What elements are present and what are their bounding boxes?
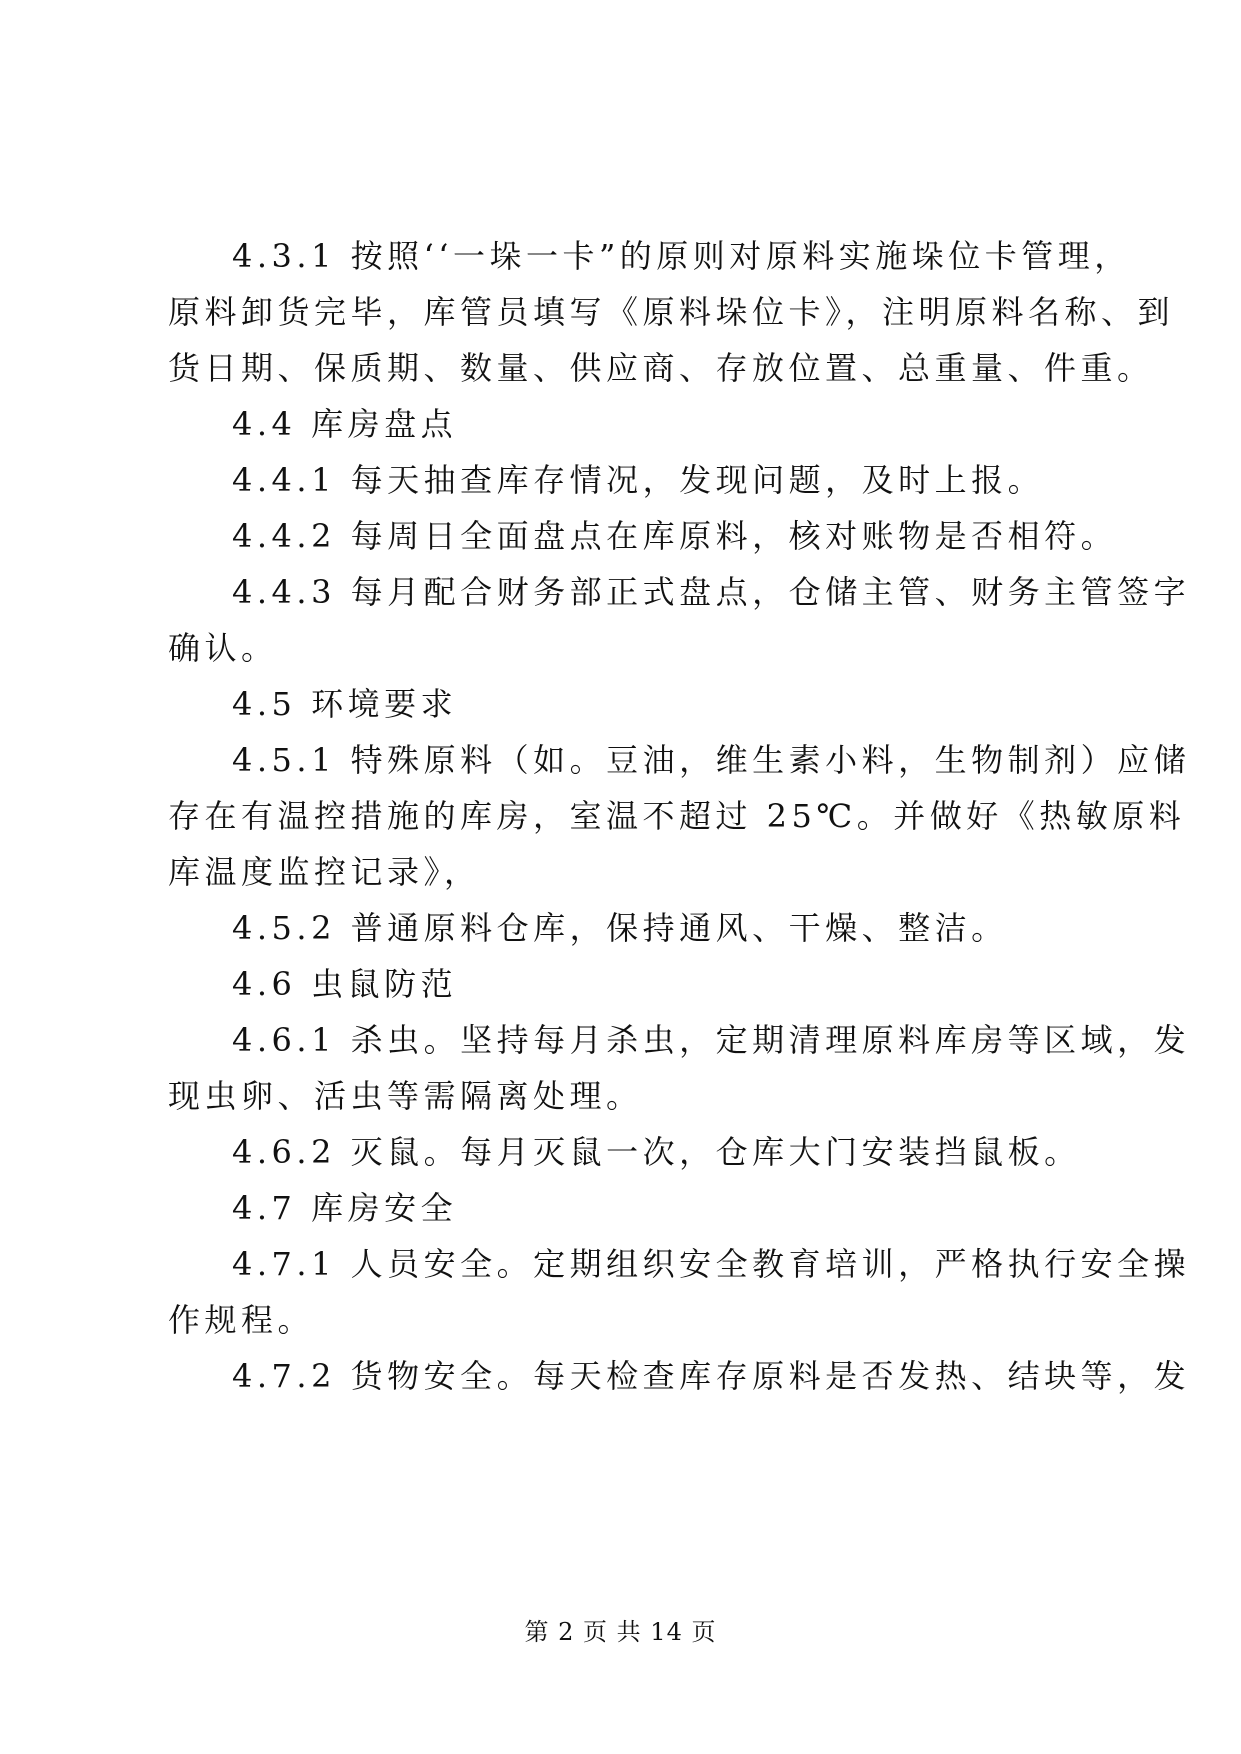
paragraph-line: 4.4.1 每天抽查库存情况，发现问题，及时上报。 [232, 461, 1045, 499]
paragraph-line: 4.7.1 人员安全。定期组织安全教育培训，严格执行安全操 [232, 1245, 1191, 1283]
paragraph-line: 4.4.2 每周日全面盘点在库原料，核对账物是否相符。 [232, 517, 1118, 555]
paragraph-line: 4.6.2 灭鼠。每月灭鼠一次，仓库大门安装挡鼠板。 [232, 1133, 1081, 1171]
paragraph-line: 原料卸货完毕，库管员填写《原料垛位卡》，注明原料名称、到 [168, 293, 1175, 331]
section-heading: 4.5 环境要求 [232, 685, 458, 723]
paragraph-line: 4.3.1 按照‘‘一垛一卡”的原则对原料实施垛位卡管理， [232, 237, 1131, 275]
paragraph-line: 确认。 [168, 629, 278, 667]
paragraph-line: 4.7.2 货物安全。每天检查库存原料是否发热、结块等，发 [232, 1357, 1191, 1395]
paragraph-line: 现虫卵、活虫等需隔离处理。 [168, 1077, 643, 1115]
page-number-footer: 第 2 页 共 14 页 [524, 1618, 717, 1646]
section-heading: 4.6 虫鼠防范 [232, 965, 458, 1003]
paragraph-line: 存在有温控措施的库房，室温不超过 25℃。并做好《热敏原料 [168, 797, 1186, 835]
paragraph-line: 4.5.1 特殊原料（如。豆油，维生素小料，生物制剂）应储 [232, 741, 1191, 779]
section-heading: 4.4 库房盘点 [232, 405, 458, 443]
paragraph-line: 4.6.1 杀虫。坚持每月杀虫，定期清理原料库房等区域，发 [232, 1021, 1191, 1059]
section-heading: 4.7 库房安全 [232, 1189, 458, 1227]
paragraph-line: 4.4.3 每月配合财务部正式盘点，仓储主管、财务主管签字 [232, 573, 1191, 611]
paragraph-line: 作规程。 [168, 1301, 315, 1339]
paragraph-line: 货日期、保质期、数量、供应商、存放位置、总重量、件重。 [168, 349, 1154, 387]
paragraph-line: 4.5.2 普通原料仓库，保持通风、干燥、整洁。 [232, 909, 1008, 947]
paragraph-line: 库温度监控记录》， [168, 853, 481, 891]
